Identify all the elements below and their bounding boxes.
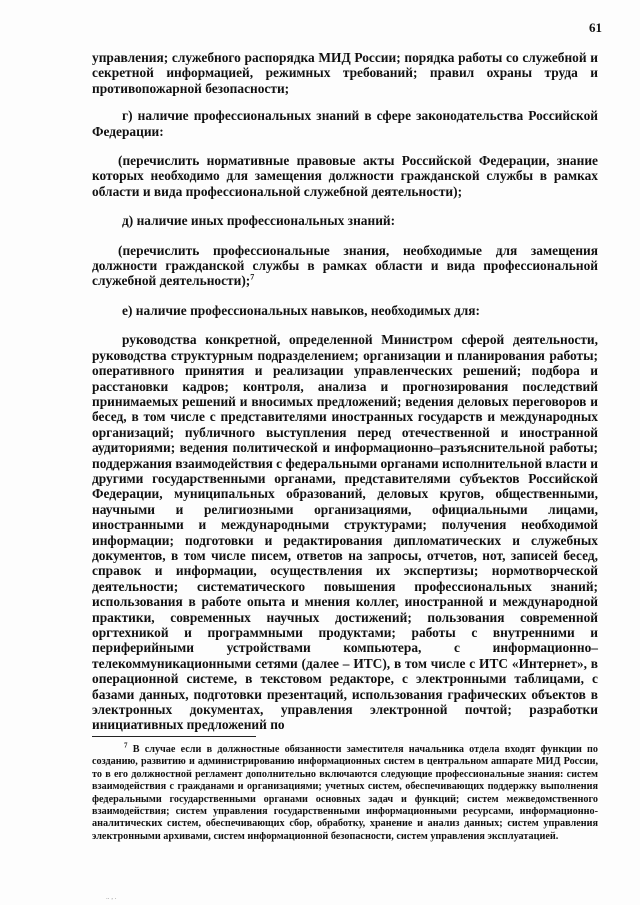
- scan-mark: .. , .: [106, 893, 117, 901]
- footnote: [92, 741, 598, 843]
- paragraph-list-prof-knowledge-text: (перечислить профессиональные знания, необходимые для замещения должности гражданской службы в рамках области и вида профессиональной служебной деятельности);: [92, 242, 598, 289]
- paragraph-e-prof-skills: е) наличие профессиональных навыков, необходимых для:: [122, 302, 480, 318]
- paragraph-g-legal-knowledge: г) наличие профессиональных знаний в сфере законодательства Российской Федерации:: [92, 108, 598, 139]
- footnote-text: В случае если в должностные обязанности заместителя начальника отдела входят функции по созданию, развитию и администрированию информационных систем в центральном аппарате МИД России, то в его должностной регламент дополнительно включаются следующие профессиональные знания: систем взаимодействия с гражданами и организациями; учетных систем, обеспечивающих поддержку выполнения федеральными государственными органами основных задач и функций; систем межведомственного взаимодействия; систем управления государственными информационными ресурсами, информационно-аналитических систем, обеспечивающих сбор, обработку, хранение и анализ данных; систем управления электронными архивами, систем информационной безопасности, систем управления эксплуатацией.: [92, 744, 598, 842]
- footnote-reference[interactable]: 7: [250, 273, 255, 282]
- body-text: [92, 50, 598, 733]
- footnote-text-block: [92, 741, 598, 843]
- footnote-marker: 7: [124, 741, 128, 750]
- paragraph-skills-list: руководства конкретной, определенной Министром сферой деятельности, руководства структурным подразделением; организации и планирования работы; оперативного принятия и реализации управленческих решений; подбора и расстановки кадров; контроля, анализа и прогнозирования последствий принимаемых решений и вносимых предложений; ведения деловых переговоров и бесед, в том числе с представителями иностранных государств и международных организаций; публичного выступления перед отечественной и иностранной аудиториями; ведения политической и информационно–разъяснительной работы; поддержания взаимодействия с федеральными органами исполнительной власти и другими государственными органами, представителями субъектов Российской Федерации, муниципальных образований, деловых кругов, общественными, научными и религиозными организациями, официальными лицами, иностранными и международными структурами; получения необходимой информации; подготовки и редактирования дипломатических и служебных документов, в том числе писем, ответов на запросы, отчетов, нот, записей бесед, справок и информации, осуществления их экспертизы; нормотворческой деятельности; систематического повышения профессиональных знаний; использования в работе опыта и мнения коллег, иностранной и международной практики, современных научных достижений; пользования современной оргтехникой и программными продуктами; работы с внутренними и периферийными устройствами компьютера, с информационно–телекоммуникационными сетями (далее – ИТС), в том числе с ИТС «Интернет», в операционной системе, в текстовом редакторе, с электронными таблицами, с базами данных, подготовки презентаций, использования графических объектов в электронных документах, управления электронной почтой; разработки инициативных предложений по: [92, 332, 598, 733]
- footnote-separator: [92, 736, 256, 737]
- page-number: 61: [589, 20, 602, 35]
- paragraph-list-prof-knowledge: [92, 243, 598, 289]
- paragraph-security-rules: управления; служебного распорядка МИД России; порядка работы со служебной и секретной информацией, режимных требований; правил охраны труда и противопожарной безопасности;: [92, 50, 598, 96]
- paragraph-d-other-knowledge: д) наличие иных профессиональных знаний:: [122, 213, 396, 229]
- paragraph-list-legal-acts: (перечислить нормативные правовые акты Российской Федерации, знание которых необходимо для замещения должности гражданской службы в рамках области и вида профессиональной служебной деятельности);: [92, 153, 598, 199]
